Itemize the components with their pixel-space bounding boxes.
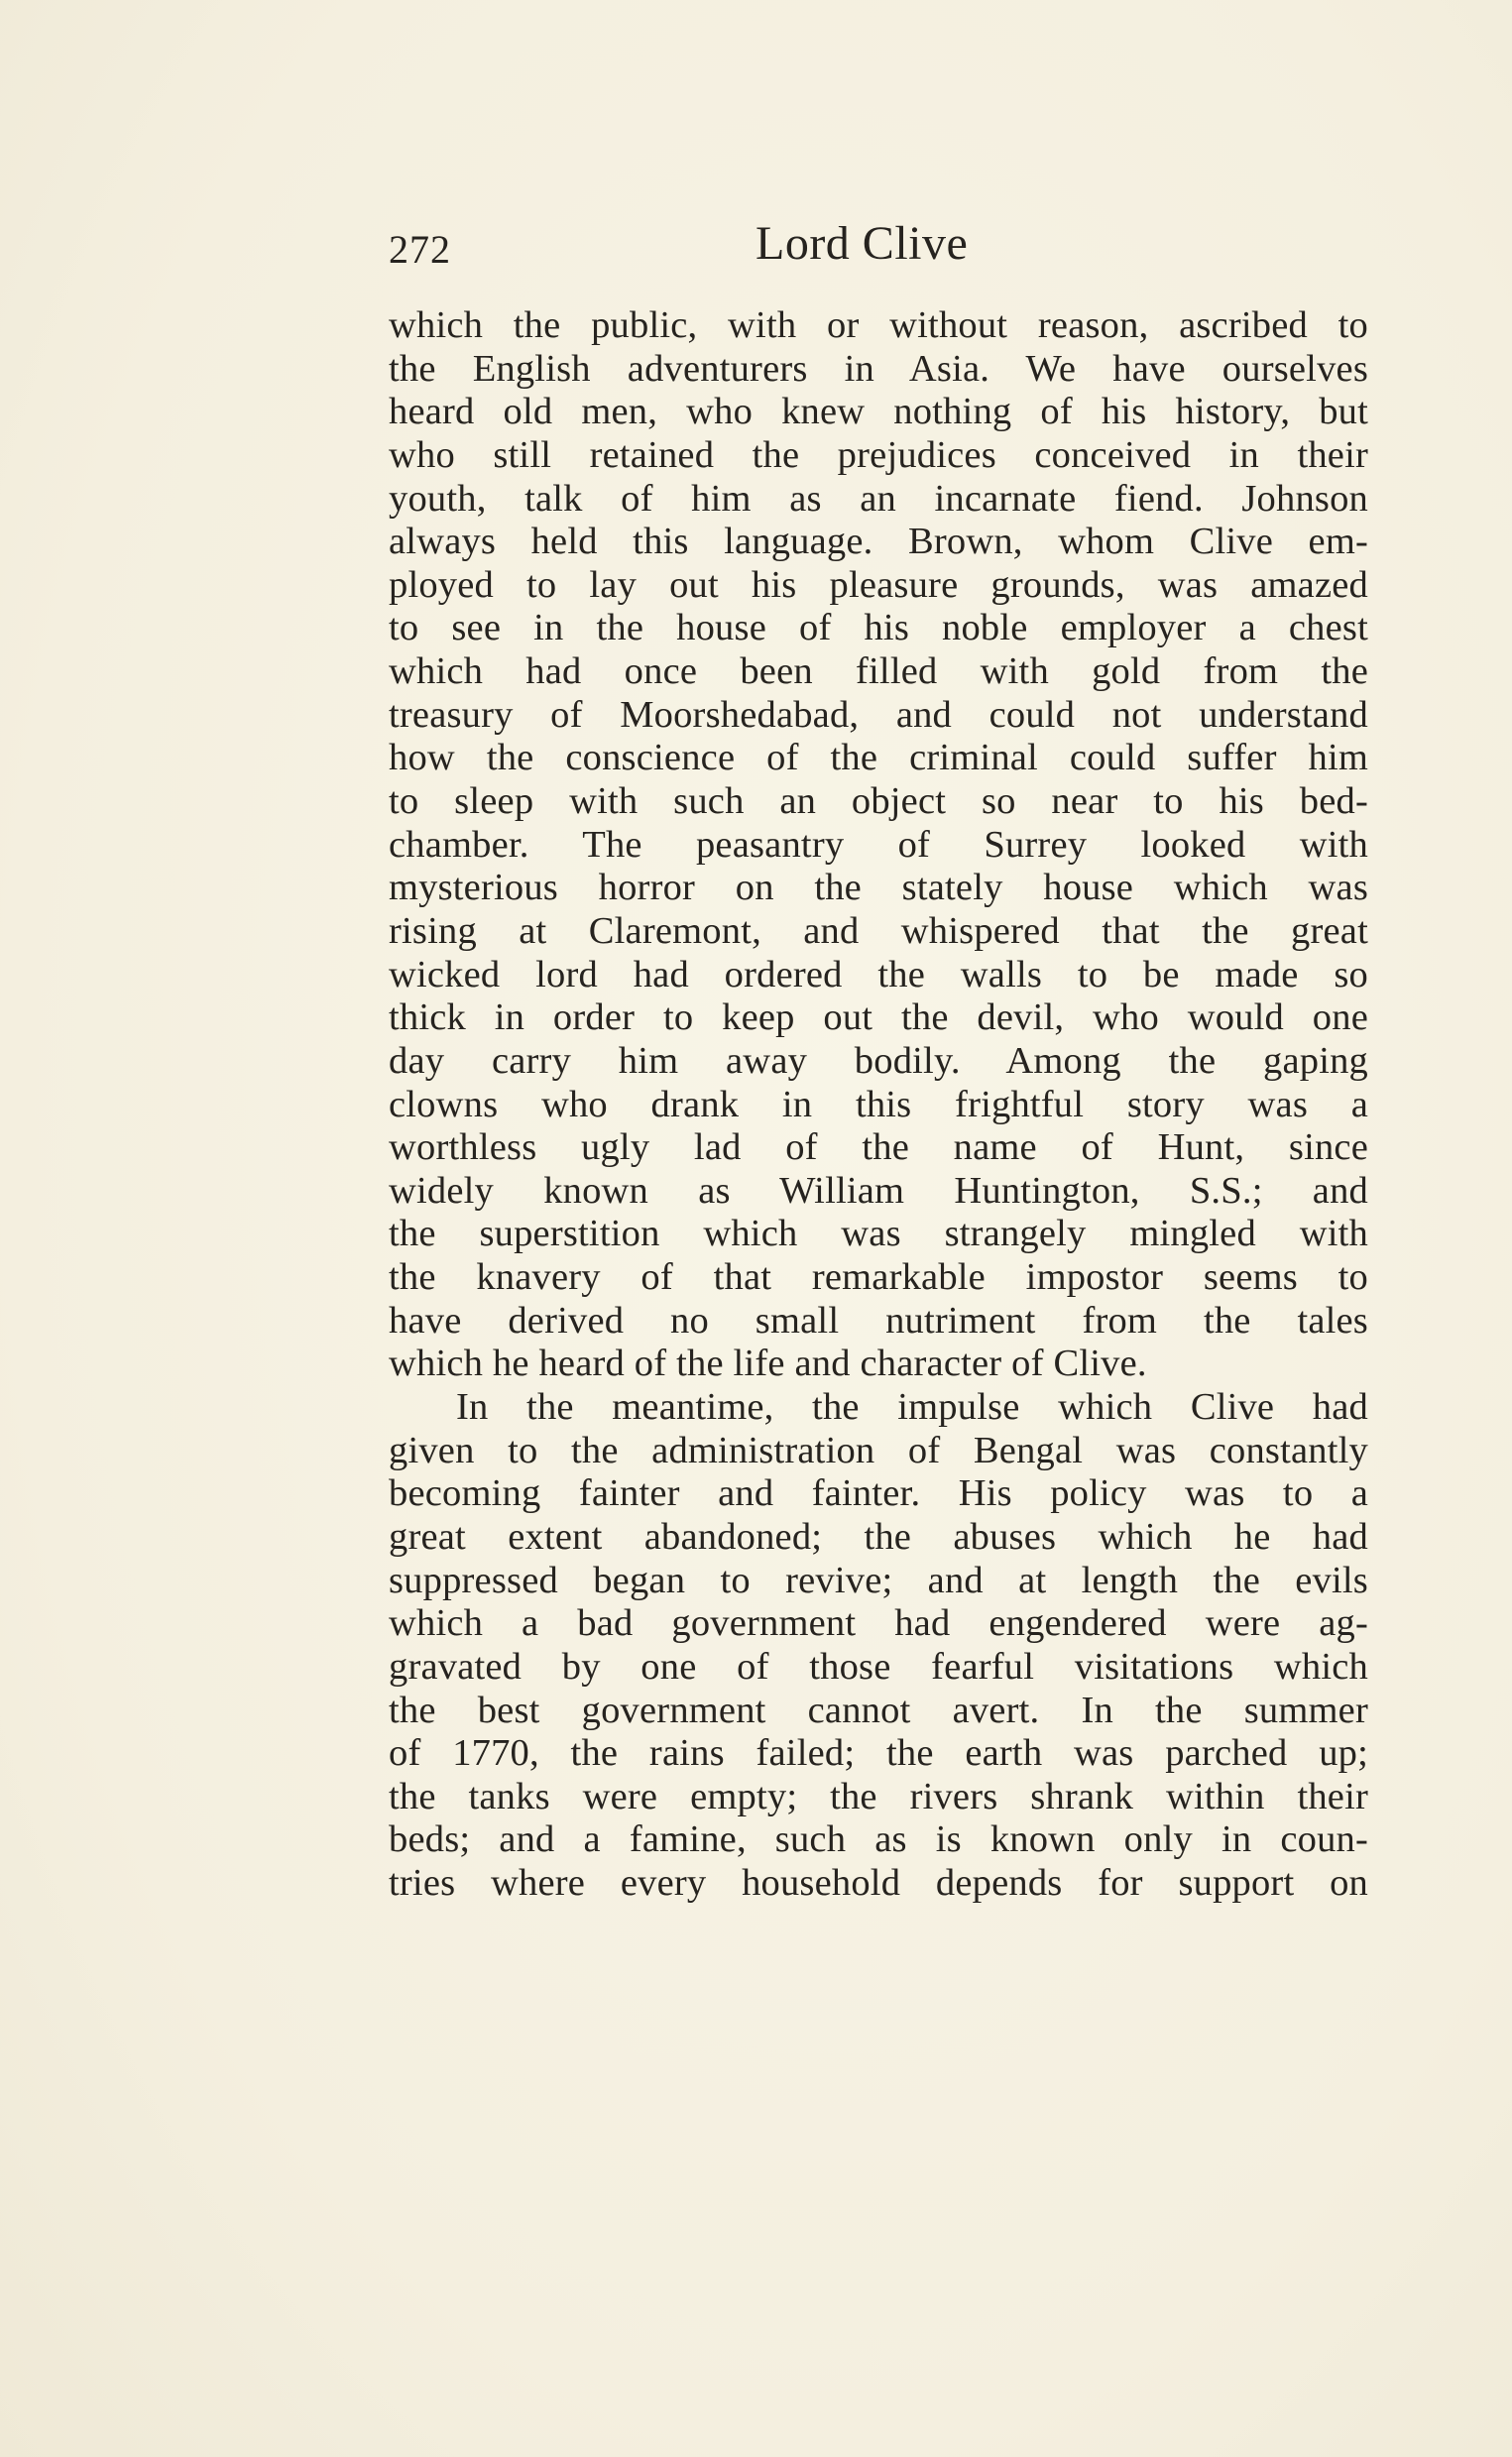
page-header [389,210,1380,280]
text-line: widely known as William Huntington, S.S.; and [389,1169,1368,1212]
page-number: 272 [389,227,451,272]
text-line: which the public, with or without reason, ascribed to [389,304,1368,346]
text-line: to see in the house of his noble employer a chest [389,607,1368,649]
text-line: beds; and a famine, such as is known only in coun- [389,1818,1368,1861]
text-line: worthless ugly lad of the name of Hunt, since [389,1126,1368,1169]
text-line: clowns who drank in this frightful story was a [389,1083,1368,1125]
text-line: gravated by one of those fearful visitations which [389,1645,1368,1688]
running-title: Lord Clive [756,217,969,270]
text-line: youth, talk of him as an incarnate fiend. Johnson [389,477,1368,520]
text-line: chamber. The peasantry of Surrey looked with [389,823,1368,866]
text-line: great extent abandoned; the abuses which he had [389,1515,1368,1558]
text-line: becoming fainter and fainter. His policy was to a [389,1472,1368,1515]
text-line: which a bad government had engendered were ag- [389,1602,1368,1645]
text-line: tries where every household depends for support on [389,1862,1368,1905]
text-line: treasury of Moorshedabad, and could not understand [389,693,1368,736]
text-line: wicked lord had ordered the walls to be made so [389,953,1368,995]
text-line: of 1770, the rains failed; the earth was parched up; [389,1732,1368,1775]
text-line: the English adventurers in Asia. We have ourselves [389,347,1368,390]
text-line: thick in order to keep out the devil, who would one [389,996,1368,1039]
text-line: the best government cannot avert. In the summer [389,1689,1368,1731]
text-line: which had once been filled with gold from the [389,650,1368,693]
text-line: day carry him away bodily. Among the gaping [389,1039,1368,1082]
text-line: rising at Claremont, and whispered that the great [389,909,1368,952]
text-line: ployed to lay out his pleasure grounds, was amazed [389,563,1368,606]
paragraph-end-line: which he heard of the life and character of Clive. [389,1343,1147,1385]
text-line: to sleep with such an object so near to his bed- [389,780,1368,823]
text-line: given to the administration of Bengal was constantly [389,1429,1368,1471]
text-line: how the conscience of the criminal could suffer him [389,737,1368,779]
text-line: mysterious horror on the stately house which was [389,867,1368,909]
text-line: who still retained the prejudices conceived in their [389,433,1368,476]
text-line: always held this language. Brown, whom Clive em- [389,521,1368,563]
text-line: the knavery of that remarkable impostor seems to [389,1256,1368,1299]
text-line: have derived no small nutriment from the tales [389,1299,1368,1342]
text-line: the superstition which was strangely mingled with [389,1213,1368,1255]
paragraph-start-line: In the meantime, the impulse which Clive had [456,1386,1368,1429]
text-line: the tanks were empty; the rivers shrank within their [389,1775,1368,1817]
body-text [389,304,1368,1906]
text-line: suppressed began to revive; and at length the evils [389,1559,1368,1601]
text-line: heard old men, who knew nothing of his history, but [389,391,1368,433]
